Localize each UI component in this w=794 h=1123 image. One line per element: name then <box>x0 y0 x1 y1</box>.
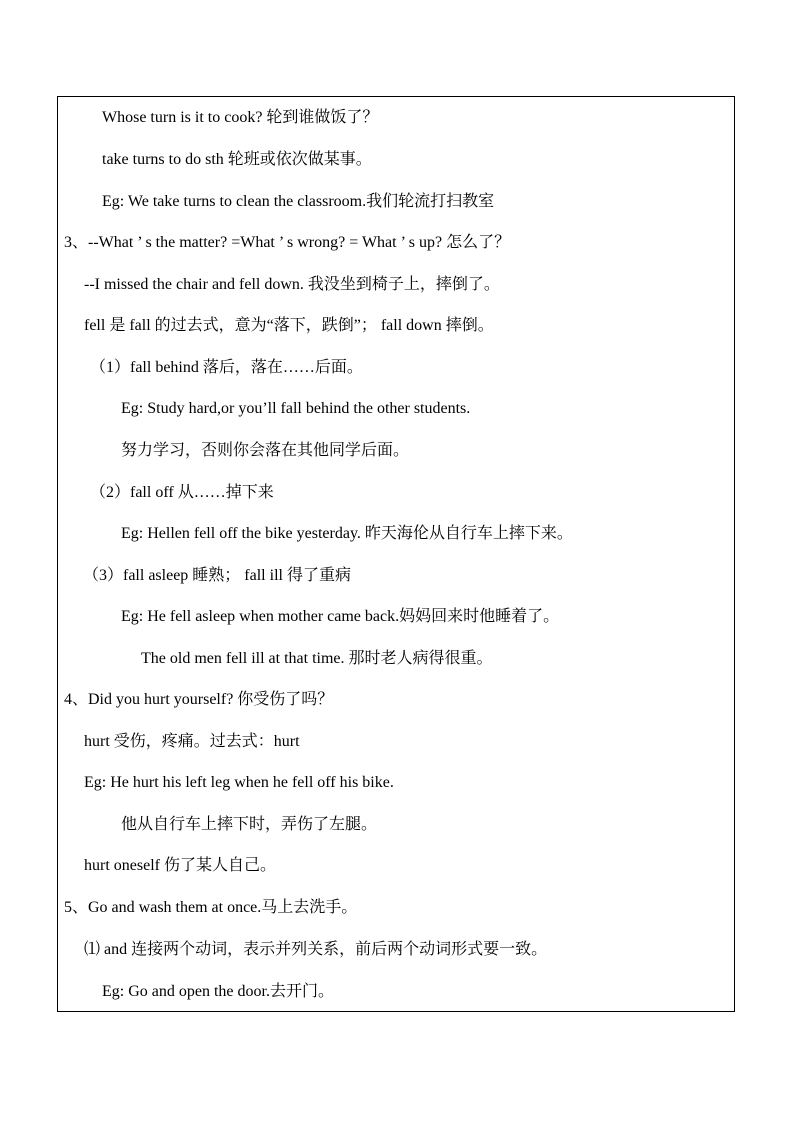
text-line-10: （2）fall off 从……掉下来 <box>90 484 274 501</box>
text-line-22: Eg: Go and open the door.去开门。 <box>102 983 334 1000</box>
text-line-7: （1）fall behind 落后，落在……后面。 <box>90 359 363 376</box>
text-line-18: 他从自行车上摔下时，弄伤了左腿。 <box>121 816 378 833</box>
text-line-21: ⑴ and 连接两个动词，表示并列关系，前后两个动词形式要一致。 <box>84 941 548 958</box>
text-line-16: hurt 受伤，疼痛。过去式：hurt <box>84 733 300 750</box>
text-line-5: --I missed the chair and fell down. 我没坐到椅子上，摔倒了。 <box>84 276 500 293</box>
text-line-13: Eg: He fell asleep when mother came back.妈妈回来时他睡着了。 <box>121 608 560 625</box>
text-line-15: 4、Did you hurt yourself? 你受伤了吗？ <box>64 691 334 708</box>
text-line-12: （3）fall asleep 睡熟； fall ill 得了重病 <box>83 567 351 584</box>
text-line-6: fell 是 fall 的过去式，意为“落下，跌倒”； fall down 摔倒。 <box>84 317 494 334</box>
text-line-4: 3、--What ’ s the matter? =What ’ s wrong? = What ’ s up? 怎么了？ <box>64 234 511 251</box>
text-line-3: Eg: We take turns to clean the classroom.我们轮流打扫教室 <box>102 193 495 210</box>
text-line-11: Eg: Hellen fell off the bike yesterday. 昨天海伦从自行车上摔下来。 <box>121 525 573 542</box>
text-line-1: Whose turn is it to cook? 轮到谁做饭了？ <box>102 109 379 126</box>
text-line-17: Eg: He hurt his left leg when he fell off his bike. <box>84 774 394 791</box>
text-line-20: 5、Go and wash them at once.马上去洗手。 <box>64 899 358 916</box>
text-line-2: take turns to do sth 轮班或依次做某事。 <box>102 151 372 168</box>
text-line-9: 努力学习，否则你会落在其他同学后面。 <box>121 442 410 459</box>
text-line-8: Eg: Study hard,or you’ll fall behind the other students. <box>121 400 471 417</box>
text-line-14: The old men fell ill at that time. 那时老人病得很重。 <box>141 650 493 667</box>
text-line-19: hurt oneself 伤了某人自己。 <box>84 857 276 874</box>
